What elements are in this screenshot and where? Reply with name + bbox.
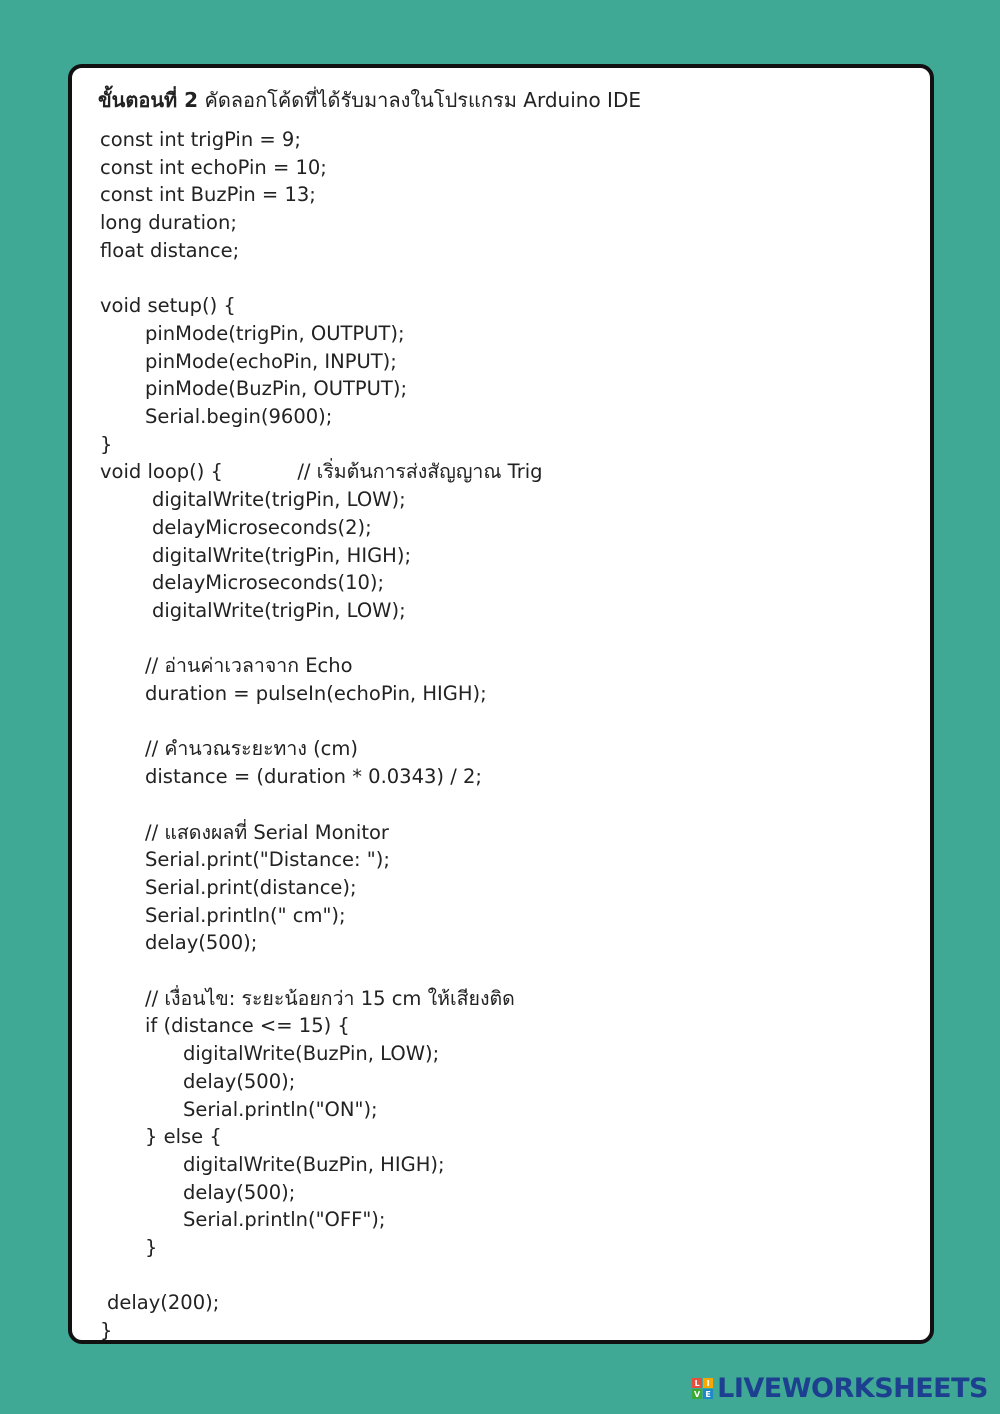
code-line: }: [145, 1236, 158, 1259]
code-line: digitalWrite(BuzPin, HIGH);: [183, 1152, 445, 1176]
step-instruction: คัดลอกโค้ดที่ได้รับมาลงในโปรแกรม Arduino IDE: [204, 88, 641, 112]
code-line: // คำนวณระยะทาง (cm): [145, 737, 359, 761]
code-line: const int BuzPin = 13;: [100, 183, 316, 207]
code-line: long duration;: [100, 211, 237, 235]
code-line: // อ่านค่าเวลาจาก Echo: [145, 654, 353, 678]
logo-letter: L: [692, 1378, 702, 1388]
step-heading: [98, 84, 641, 116]
brand-name: LIVEWORKSHEETS: [717, 1373, 988, 1404]
code-line: duration = pulseIn(echoPin, HIGH);: [145, 682, 487, 705]
code-line: pinMode(trigPin, OUTPUT);: [145, 321, 405, 345]
logo-letter: V: [694, 1389, 701, 1399]
code-line: distance = (duration * 0.0343) / 2;: [145, 765, 482, 789]
code-line: Serial.begin(9600);: [145, 405, 333, 428]
code-line: Serial.println("OFF");: [183, 1208, 386, 1232]
code-line: Serial.print(distance);: [145, 875, 357, 899]
code-line: digitalWrite(trigPin, LOW);: [152, 598, 406, 622]
code-line: } else {: [145, 1125, 222, 1149]
code-line: float distance;: [100, 238, 240, 262]
code-line: const int echoPin = 10;: [100, 155, 327, 179]
code-line: delayMicroseconds(10);: [152, 571, 385, 595]
logo-letter: E: [703, 1389, 713, 1399]
code-line: digitalWrite(trigPin, LOW);: [152, 488, 406, 512]
step-label: ขั้นตอนที่ 2: [98, 88, 199, 112]
code-line: delay(500);: [145, 931, 258, 955]
code-line: pinMode(echoPin, INPUT);: [145, 349, 397, 373]
code-line: Serial.println("ON");: [183, 1097, 378, 1121]
code-line: Serial.println(" cm");: [145, 903, 346, 927]
code-line: }: [100, 432, 113, 456]
liveworksheets-logo-icon: [692, 1378, 713, 1399]
code-line: // เงื่อนไข: ระยะน้อยกว่า 15 cm ให้เสียงติด: [145, 986, 515, 1010]
code-line: Serial.print("Distance: ");: [145, 848, 390, 872]
logo-letter: I: [703, 1378, 713, 1388]
code-line: digitalWrite(BuzPin, LOW);: [183, 1042, 440, 1066]
code-line: // แสดงผลที่ Serial Monitor: [145, 820, 389, 844]
liveworksheets-footer: [692, 1373, 988, 1404]
code-line: }: [100, 1319, 113, 1343]
code-line: const int trigPin = 9;: [100, 128, 301, 151]
code-line: delayMicroseconds(2);: [152, 515, 372, 539]
code-line: delay(500);: [183, 1069, 296, 1093]
code-line: void loop() { // เริ่มต้นการส่งสัญญาณ Trig: [100, 460, 543, 484]
code-line: pinMode(BuzPin, OUTPUT);: [145, 377, 408, 401]
code-line: digitalWrite(trigPin, HIGH);: [152, 543, 412, 567]
code-line: void setup() {: [100, 294, 236, 318]
code-line: if (distance <= 15) {: [145, 1014, 350, 1038]
code-line: delay(200);: [107, 1291, 220, 1315]
code-line: delay(500);: [183, 1180, 296, 1204]
